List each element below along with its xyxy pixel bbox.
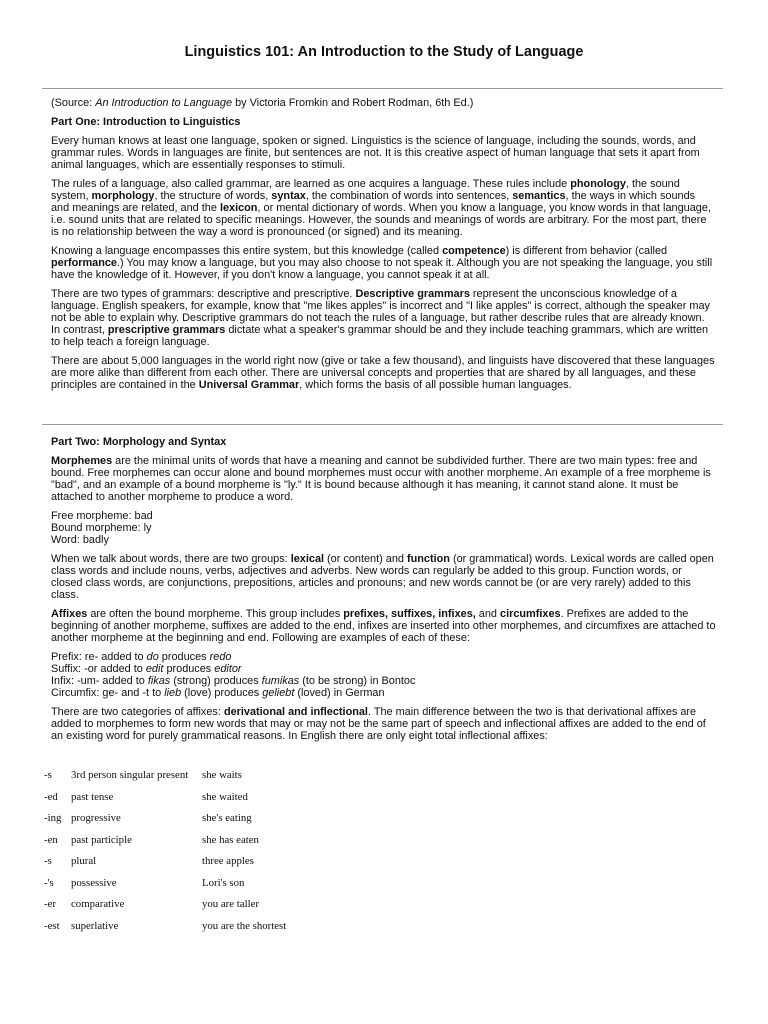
meaning-cell: past participle (71, 833, 132, 846)
meaning-cell: 3rd person singular present (71, 769, 189, 781)
part-one-paragraph-5: There are about 5,000 languages in the world right now (give or take a few thousand), and linguists have discovered that these languages are more alike than different from each other. There are universal concepts and properties that are shared by all languages, and these principles are contained in the Universal Grammar, which forms the basis of all possible human languages. (51, 354, 715, 391)
table-row (44, 834, 286, 856)
meaning-cell: plural (71, 855, 97, 867)
part-one-section (51, 97, 716, 398)
source-book-title: An Introduction to Language (95, 97, 233, 109)
example-cell: she has eaten (202, 833, 259, 846)
meaning-cell: comparative (71, 898, 125, 910)
table-row (44, 769, 286, 791)
part-two-paragraph-1: Morphemes are the minimal units of words that have a meaning and cannot be subdivided further. There are two main types: free and bound. Free morphemes can occur alone and bound morphemes must occur with another morpheme. An example of a free morpheme is "bad", and an example of a bound morpheme is "ly." It is bound because although it has meaning, it cannot stand alone. It must be attached to another morpheme to produce a word. (51, 455, 711, 504)
part-two-paragraph-4: There are two categories of affixes: derivational and inflectional. The main difference between the two is that derivational affixes are added to morphemes to form new words that may or may not be the same part of speech and inflectional affixes are added to the end of an existing word for purely grammatical reasons. In English there are only eight total inflectional affixes: (51, 705, 706, 742)
part-one-paragraph-4: There are two types of grammars: descriptive and prescriptive. Descriptive grammars represent the unconscious knowledge of a language. English speakers, for example, know that "me likes apples" is incorrect and "I like apples" is correct, although the speaker may not be able to explain why. Descriptive grammars do not teach the rules of a language, but rather describe rules that are already known. In contrast, prescriptive grammars dictate what a speaker's grammar should be and they include teaching grammars, which are written to help teach a foreign language. (51, 287, 710, 348)
morpheme-examples: Free morpheme: bad Bound morpheme: ly Word: badly (51, 510, 153, 547)
example-cell: you are taller (202, 898, 259, 910)
example-cell: Lori's son (202, 876, 245, 889)
example-cell: she waited (202, 790, 248, 803)
part-one-paragraph-3: Knowing a language encompasses this entire system, but this knowledge (called competence) is different from behavior (called performance.) You may know a language, but you may also choose to not speak it. Although you are not speaking the language, you still have the knowledge of it. However, if you don't know a language, you cannot speak it at all. (51, 244, 713, 281)
part-one-paragraph-1: Every human knows at least one language, spoken or signed. Linguistics is the science of language, including the sounds, words, and grammar rules. Words in languages are finite, but sentences are not. It is this creative aspect of human language that sets it apart from animal languages, which are essentially responses to stimuli. (51, 134, 700, 171)
example-cell: she's eating (202, 812, 252, 824)
table-row (44, 812, 286, 834)
part-two-paragraph-3: Affixes are often the bound morpheme. This group includes prefixes, suffixes, infixes, and circumfixes. Prefixes are added to the beginning of another morpheme, suffixes are added to the end, infixes are inserted into other morphemes, and circumfixes are attached to another morpheme at the beginning and end. Following are examples of each of these: (51, 607, 716, 645)
affix-cell: -er (44, 898, 56, 910)
divider-middle (42, 424, 723, 425)
example-cell: three apples (202, 855, 254, 867)
meaning-cell: past tense (71, 790, 114, 803)
meaning-cell: progressive (71, 812, 121, 824)
table-row (44, 877, 286, 899)
divider-top (42, 88, 723, 89)
affix-cell: -ing (44, 812, 62, 824)
affix-examples: Prefix: re- added to do produces redo Suffix: -or added to edit produces editor Infix: -um- added to fikas (strong) produces fumikas (to be strong) in Bontoc Circumfix: ge- and -t to lieb (love) produces geliebt (loved) in German (51, 650, 416, 700)
inflectional-affix-table (44, 769, 286, 941)
meaning-cell: superlative (71, 919, 119, 932)
example-cell: you are the shortest (202, 919, 287, 932)
part-one-heading: Part One: Introduction to Linguistics (51, 115, 241, 128)
table-row (44, 920, 286, 942)
part-two-paragraph-2: When we talk about words, there are two groups: lexical (or content) and function (or grammatical) words. Lexical words are called open class words and include nouns, verbs, adjectives and adverbs. New words can regularly be added to this group. Function words, or closed class words, are conjunctions, prepositions, articles and pronouns; and new words cannot be (or are very rarely) added to this class. (51, 552, 714, 602)
meaning-cell: possessive (71, 876, 117, 889)
part-one-paragraph-2: The rules of a language, also called grammar, are learned as one acquires a language. These rules include phonology, the sound system, morphology, the structure of words, syntax, the combination of words into sentences, semantics, the ways in which sounds and meanings are related, and the lexicon, or mental dictionary of words. When you know a language, you know words in that language, i.e. sound units that are related to specific meanings. However, the sounds and meanings of words are arbitrary. For the most part, there is no relationship between the way a word is pronounced (or signed) and its meaning. (51, 177, 711, 239)
affix-cell: -'s (44, 876, 54, 889)
page-title: Linguistics 101: An Introduction to the Study of Language (184, 44, 584, 60)
affix-cell: -s (44, 769, 52, 781)
table-row (44, 791, 286, 813)
affix-cell: -est (44, 919, 60, 932)
affix-cell: -en (44, 833, 58, 846)
table-row (44, 898, 286, 920)
affix-cell: -s (44, 855, 52, 867)
source-citation: (Source: An Introduction to Language by Victoria Fromkin and Robert Rodman, 6th Ed.) (51, 97, 474, 109)
table-row (44, 855, 286, 877)
affix-cell: -ed (44, 790, 58, 803)
part-two-section (51, 436, 716, 749)
part-two-heading: Part Two: Morphology and Syntax (51, 436, 227, 448)
example-cell: she waits (202, 769, 242, 781)
